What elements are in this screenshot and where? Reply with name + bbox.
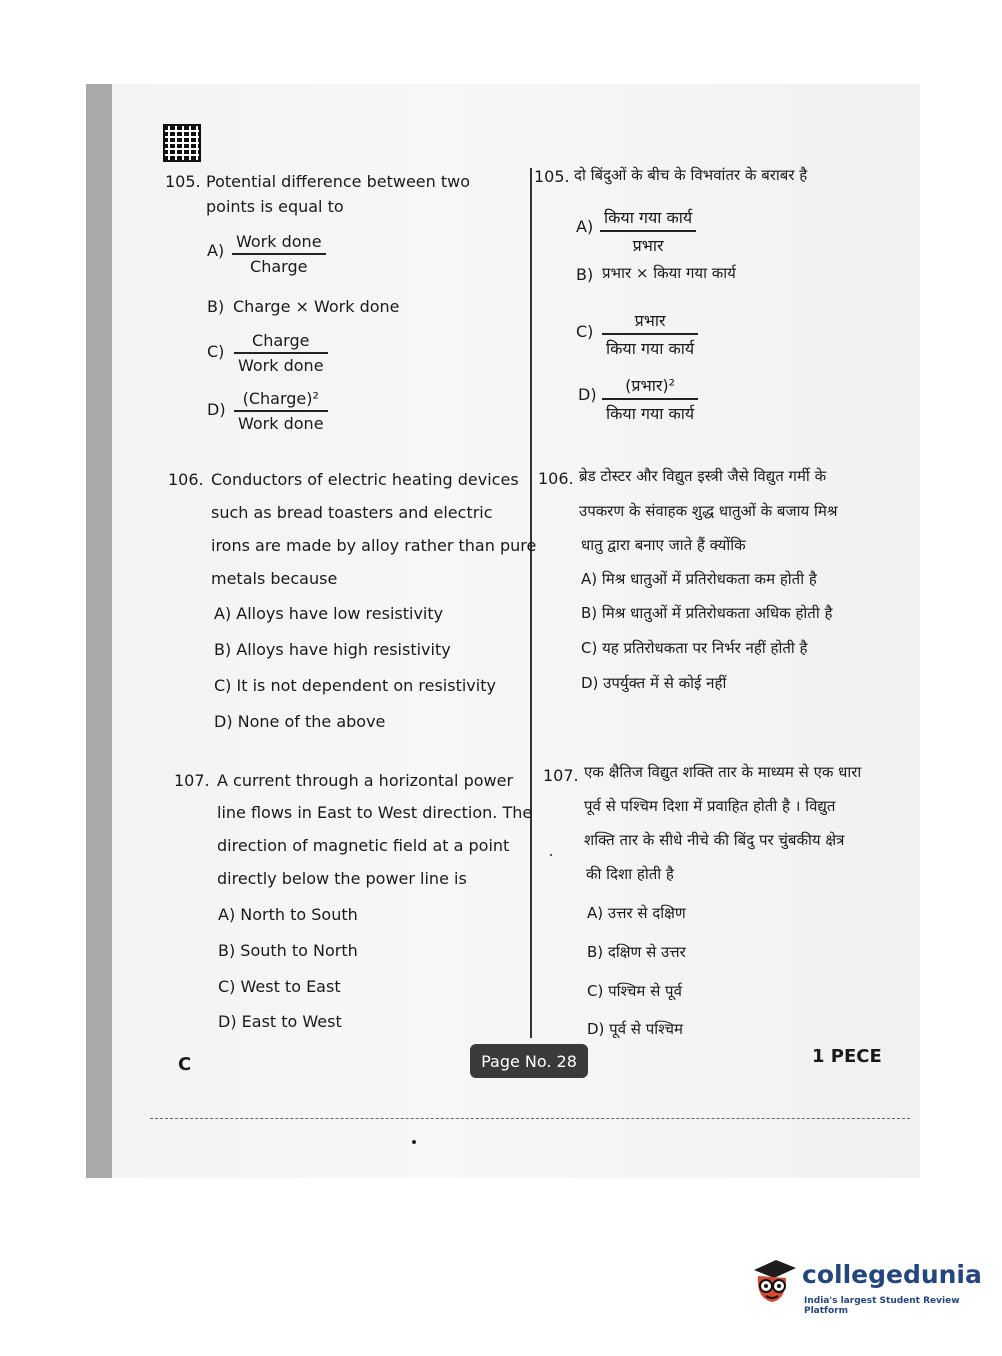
option-label: D) bbox=[578, 385, 597, 404]
option-text: D) None of the above bbox=[214, 712, 386, 731]
fraction-bar bbox=[602, 333, 698, 335]
question-text: directly below the power line is bbox=[217, 869, 467, 888]
option-text: A) Alloys have low resistivity bbox=[214, 604, 444, 623]
logo-tagline: India's largest Student Review Platform bbox=[804, 1296, 960, 1316]
option-text: D) उपर्युक्त में से कोई नहीं bbox=[581, 674, 727, 692]
question-number: 106. bbox=[168, 470, 204, 489]
question-text: irons are made by alloy rather than pure bbox=[211, 536, 537, 555]
option-text: A) North to South bbox=[218, 905, 358, 924]
footer-divider bbox=[150, 1118, 910, 1119]
option-text: D) पूर्व से पश्चिम bbox=[587, 1020, 683, 1038]
speck bbox=[412, 1140, 416, 1144]
logo-wordmark: collegedunia bbox=[802, 1260, 982, 1289]
denominator: प्रभार bbox=[632, 235, 664, 255]
question-text: Conductors of electric heating devices bbox=[211, 470, 519, 489]
denominator: Charge bbox=[250, 256, 308, 276]
denominator: किया गया कार्य bbox=[606, 338, 695, 358]
denominator: Work done bbox=[238, 355, 324, 375]
option-text: Charge × Work done bbox=[233, 297, 400, 316]
option-text: A) मिश्र धातुओं में प्रतिरोधकता कम होती है bbox=[581, 570, 817, 588]
question-number: 106. bbox=[538, 469, 574, 488]
numerator: (Charge)² bbox=[242, 389, 319, 408]
question-number: 107. bbox=[543, 766, 579, 785]
numerator: Work done bbox=[236, 232, 322, 251]
question-text: points is equal to bbox=[206, 197, 344, 216]
qr-code-icon bbox=[163, 124, 201, 162]
option-c-fraction bbox=[602, 309, 698, 359]
question-text: उपकरण के संवाहक शुद्ध धातुओं के बजाय मिश्र bbox=[579, 502, 838, 520]
option-text: C) यह प्रतिरोधकता पर निर्भर नहीं होती है bbox=[581, 639, 808, 657]
fraction-bar bbox=[234, 410, 328, 412]
denominator: किया गया कार्य bbox=[606, 403, 695, 423]
option-text: A) उत्तर से दक्षिण bbox=[587, 904, 686, 922]
option-label: C) bbox=[576, 322, 594, 341]
option-text: C) पश्चिम से पूर्व bbox=[587, 982, 682, 1000]
option-label: B) bbox=[207, 297, 225, 316]
option-label: A) bbox=[207, 241, 225, 260]
option-text: B) South to North bbox=[218, 941, 358, 960]
question-text: line flows in East to West direction. The bbox=[217, 803, 533, 822]
speck bbox=[550, 854, 552, 856]
question-text: दो बिंदुओं के बीच के विभवांतर के बराबर है bbox=[574, 166, 808, 184]
option-d-fraction bbox=[602, 374, 698, 424]
page-number-badge: Page No. 28 bbox=[470, 1044, 588, 1078]
question-text: ब्रेड टोस्टर और विद्युत इस्त्री जैसे विद्युत गर्मी के bbox=[579, 467, 827, 485]
option-text: D) East to West bbox=[218, 1012, 342, 1031]
fraction-bar bbox=[234, 352, 328, 354]
booklet-code: C bbox=[178, 1054, 192, 1075]
mascot-icon bbox=[746, 1254, 798, 1306]
option-a-fraction bbox=[600, 206, 696, 256]
question-text: such as bread toasters and electric bbox=[211, 503, 493, 522]
option-label: B) bbox=[576, 265, 594, 284]
paper-code: 1 PECE bbox=[812, 1046, 882, 1067]
fraction-bar bbox=[600, 230, 696, 232]
numerator: Charge bbox=[252, 331, 310, 350]
option-text: B) Alloys have high resistivity bbox=[214, 640, 451, 659]
fraction-bar bbox=[602, 398, 698, 400]
question-text: A current through a horizontal power bbox=[217, 771, 514, 790]
scan-edge bbox=[86, 84, 112, 1178]
question-text: एक क्षैतिज विद्युत शक्ति तार के माध्यम से एक धारा bbox=[584, 763, 862, 781]
option-d-fraction bbox=[234, 389, 328, 433]
option-label: D) bbox=[207, 400, 226, 419]
column-divider bbox=[530, 168, 532, 1038]
fraction-bar bbox=[232, 253, 326, 255]
option-text: C) It is not dependent on resistivity bbox=[214, 676, 496, 695]
question-text: शक्ति तार के सीधे नीचे की बिंदु पर चुंबकीय क्षेत्र bbox=[584, 831, 845, 849]
option-text: C) West to East bbox=[218, 977, 341, 996]
collegedunia-logo bbox=[746, 1254, 982, 1316]
option-text: B) मिश्र धातुओं में प्रतिरोधकता अधिक होती है bbox=[581, 604, 833, 622]
option-text: B) दक्षिण से उत्तर bbox=[587, 943, 686, 961]
numerator: (प्रभार)² bbox=[625, 376, 676, 395]
numerator: प्रभार bbox=[634, 311, 666, 330]
option-a-fraction bbox=[232, 232, 326, 276]
question-text: metals because bbox=[211, 569, 338, 588]
option-label: A) bbox=[576, 217, 594, 236]
question-number: 105. bbox=[534, 167, 570, 186]
numerator: किया गया कार्य bbox=[604, 208, 693, 227]
question-text: direction of magnetic field at a point bbox=[217, 836, 510, 855]
option-label: C) bbox=[207, 342, 225, 361]
question-number: 105. bbox=[165, 172, 201, 191]
question-text: पूर्व से पश्चिम दिशा में प्रवाहित होती है । विद्युत bbox=[584, 797, 836, 815]
question-number: 107. bbox=[174, 771, 210, 790]
question-text: की दिशा होती है bbox=[586, 865, 674, 883]
question-text: धातु द्वारा बनाए जाते हैं क्योंकि bbox=[581, 536, 746, 554]
question-text: Potential difference between two bbox=[206, 172, 471, 191]
denominator: Work done bbox=[238, 413, 324, 433]
option-c-fraction bbox=[234, 331, 328, 375]
option-text: प्रभार × किया गया कार्य bbox=[602, 264, 736, 282]
